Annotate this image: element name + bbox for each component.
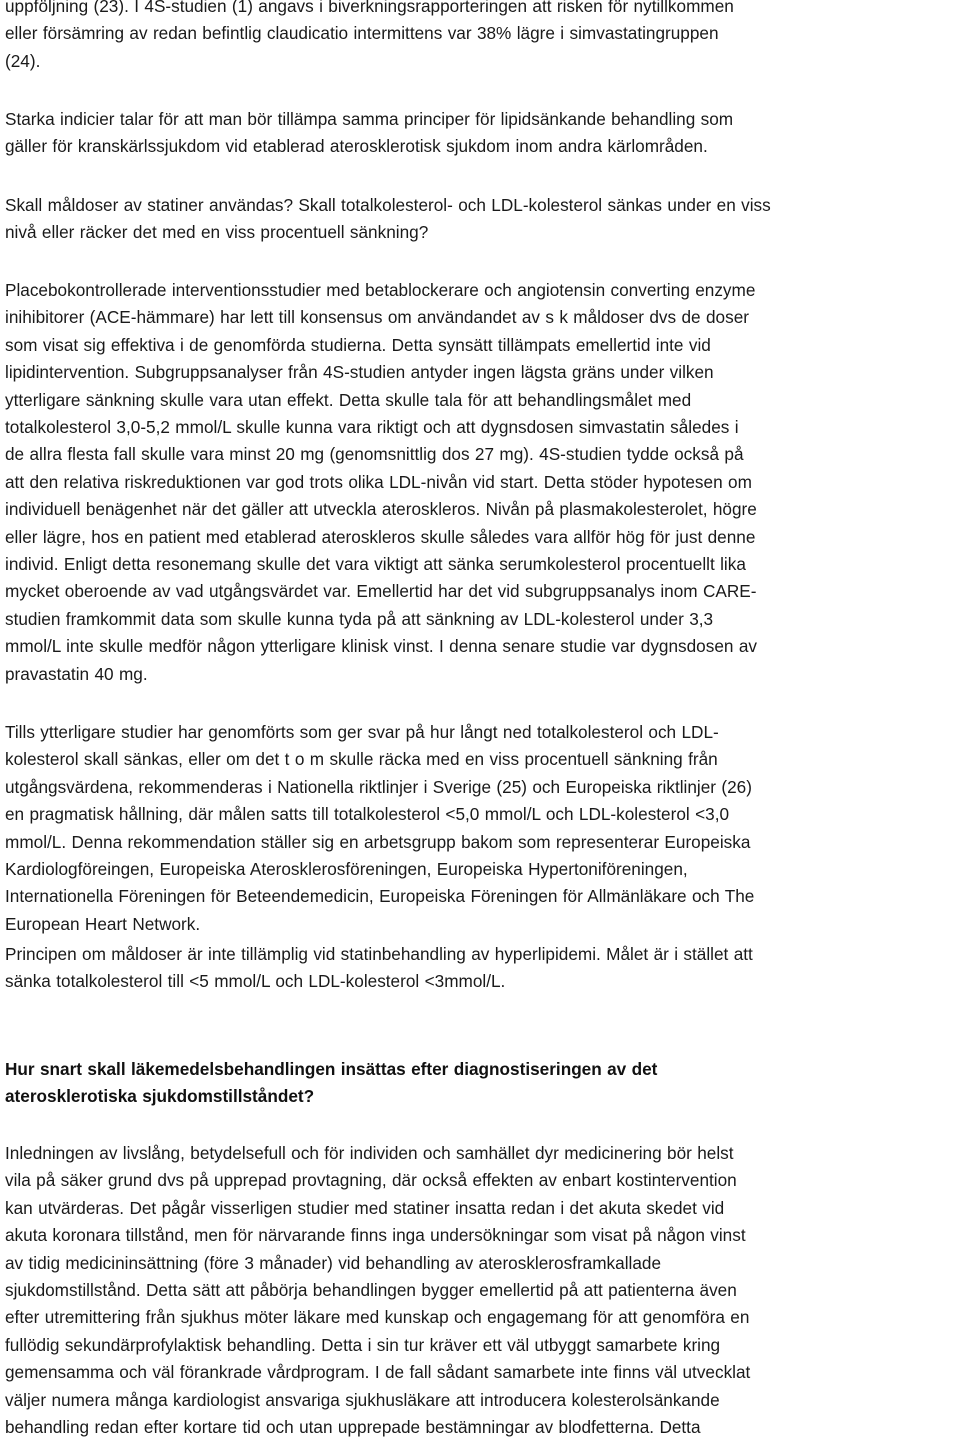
text-line: mmol/L. Denna rekommendation ställer sig en arbetsgrupp bakom som representerar Europeiska bbox=[5, 831, 751, 852]
text-line: pravastatin 40 mg. bbox=[5, 663, 148, 684]
text-line: behandling redan efter kortare tid och utan upprepade bestämningar av blodfetterna. Detta bbox=[5, 1417, 701, 1438]
text-line: studien framkommit data som skulle kunna tyda på att sänkning av LDL-kolesterol under 3,3 bbox=[5, 608, 714, 629]
text-line: inihibitorer (ACE-hämmare) har lett till konsensus om användandet av s k måldoser dvs de doser bbox=[5, 307, 749, 328]
text-line: Kardiologföreingen, Europeiska Aterosklerosföreningen, Europeiska Hypertoniföreningen, bbox=[5, 859, 688, 880]
text-line: fullödig sekundärprofylaktisk behandling. Detta i sin tur kräver ett väl utbyggt samarbete kring bbox=[5, 1334, 721, 1355]
heading-line: aterosklerotiska sjukdomstillståndet? bbox=[5, 1086, 315, 1107]
paragraph-claudicatio bbox=[5, 0, 957, 75]
text-line: ytterligare sänkning skulle vara utan effekt. Detta skulle tala för att behandlingsmålet med bbox=[5, 389, 692, 410]
text-line: nivå eller räcker det med en viss procentuell sänkning? bbox=[5, 222, 429, 243]
text-line: uppföljning (23). I 4S-studien (1) angavs i biverkningsrapporteringen att risken för nytillkommen bbox=[5, 0, 734, 16]
text-line: väljer numera många kardiologist ansvariga sjukhusläkare att introducera kolesterolsänkande bbox=[5, 1389, 720, 1410]
section-heading bbox=[5, 1056, 957, 1111]
text-line: kan utvärderas. Det pågår visserligen studier med statiner insatta redan i det akuta skedet vid bbox=[5, 1197, 725, 1218]
paragraph-guidelines bbox=[5, 719, 957, 938]
text-line: gemensamma och väl förankrade vårdprogram. I de fall sådant samarbete inte finns väl utvecklat bbox=[5, 1362, 751, 1383]
paragraph-question-target-doses bbox=[5, 192, 957, 247]
text-line: gäller för kranskärlssjukdom vid etablerad aterosklerotisk sjukdom inom andra kärlområden. bbox=[5, 136, 708, 157]
text-line: de allra flesta fall skulle vara minst 20 mg (genomsnittlig dos 27 mg). 4S-studien tydde också på bbox=[5, 444, 744, 465]
text-line: efter utremittering från sjukhus möter läkare med kunskap och engagemang för att genomföra en bbox=[5, 1307, 750, 1328]
text-line: Placebokontrollerade interventionsstudier med betablockerare och angiotensin converting enzyme bbox=[5, 280, 756, 300]
text-line: kolesterol skall sänkas, eller om det t o m skulle räcka med en viss procentuell sänkning från bbox=[5, 749, 718, 770]
text-line: lipidintervention. Subgruppsanalyser från 4S-studien antyder ingen lägsta gräns under vilken bbox=[5, 362, 714, 383]
text-line: mycket oberoende av vad utgångsvärdet var. Emellertid har det vid subgruppsanalys inom CARE- bbox=[5, 581, 757, 602]
text-line: som visat sig effektiva i de genomförda studierna. Detta synsätt tillämpats emellertid inte vid bbox=[5, 334, 711, 355]
text-line: sänka totalkolesterol till <5 mmol/L och LDL-kolesterol <3mmol/L. bbox=[5, 971, 506, 992]
text-line: Inledningen av livslång, betydelsefull och för individen och samhället dyr medicinering bör helst bbox=[5, 1143, 734, 1163]
text-line: (24). bbox=[5, 50, 41, 71]
text-line: en pragmatisk hållning, där målen satts till totalkolesterol <5,0 mmol/L och LDL-kolesterol <3,0 bbox=[5, 804, 730, 825]
paragraph-intervention-studies bbox=[5, 277, 957, 688]
text-line: eller försämring av redan befintlig claudicatio intermittens var 38% lägre i simvastatingruppen bbox=[5, 23, 719, 44]
text-line: av tidig medicininsättning (före 3 månader) vid behandling av aterosklerosframkallade bbox=[5, 1252, 662, 1273]
text-line: Principen om måldoser är inte tillämplig vid statinbehandling av hyperlipidemi. Målet är i stället att bbox=[5, 944, 753, 964]
paragraph-lipid-principles bbox=[5, 106, 957, 161]
text-line: Tills ytterligare studier har genomförts som ger svar på hur långt ned totalkolesterol och LDL- bbox=[5, 722, 719, 742]
text-line: eller lägre, hos en patient med etablerad ateroskleros skulle således vara allför hög för just denne bbox=[5, 526, 756, 547]
paragraph-treatment-start bbox=[5, 1140, 957, 1441]
text-line: individ. Enligt detta resonemang skulle det vara viktigt att sänka serumkolesterol procentuellt lika bbox=[5, 554, 746, 575]
paragraph-target-dose-principle bbox=[5, 941, 957, 996]
text-line: mmol/L inte skulle medför någon ytterligare klinisk vinst. I denna senare studie var dygnsdosen av bbox=[5, 636, 757, 657]
text-line: vila på säker grund dvs på upprepad provtagning, där också effekten av enbart kostintervention bbox=[5, 1170, 737, 1191]
text-line: individuell benägenhet när det gäller att utveckla ateroskleros. Nivån på plasmakolesterolet, högre bbox=[5, 499, 757, 520]
text-line: Starka indicier talar för att man bör tillämpa samma principer för lipidsänkande behandling som bbox=[5, 109, 734, 129]
text-line: sjukdomstillstånd. Detta sätt att påbörja behandlingen bygger emellertid på att patienterna även bbox=[5, 1280, 737, 1301]
text-line: totalkolesterol 3,0-5,2 mmol/L skulle kunna vara riktigt och att dygnsdosen simvastatin således i bbox=[5, 417, 739, 438]
text-line: European Heart Network. bbox=[5, 913, 201, 934]
text-line: Skall måldoser av statiner användas? Skall totalkolesterol- och LDL-kolesterol sänkas under en viss bbox=[5, 195, 771, 215]
text-line: utgångsvärdena, rekommenderas i Nationella riktlinjer i Sverige (25) och Europeiska riktlinjer (26) bbox=[5, 776, 752, 797]
text-line: akuta koronara tillstånd, men för närvarande finns inga undersökningar som visat på någon vinst bbox=[5, 1225, 746, 1246]
text-line: Internationella Föreningen för Beteendemedicin, Europeiska Föreningen för Allmänläkare och The bbox=[5, 886, 755, 907]
heading-line: Hur snart skall läkemedelsbehandlingen insättas efter diagnostiseringen av det bbox=[5, 1059, 658, 1079]
text-line: att den relativa riskreduktionen var god trots olika LDL-nivån vid start. Detta stöder hypotesen om bbox=[5, 471, 752, 492]
